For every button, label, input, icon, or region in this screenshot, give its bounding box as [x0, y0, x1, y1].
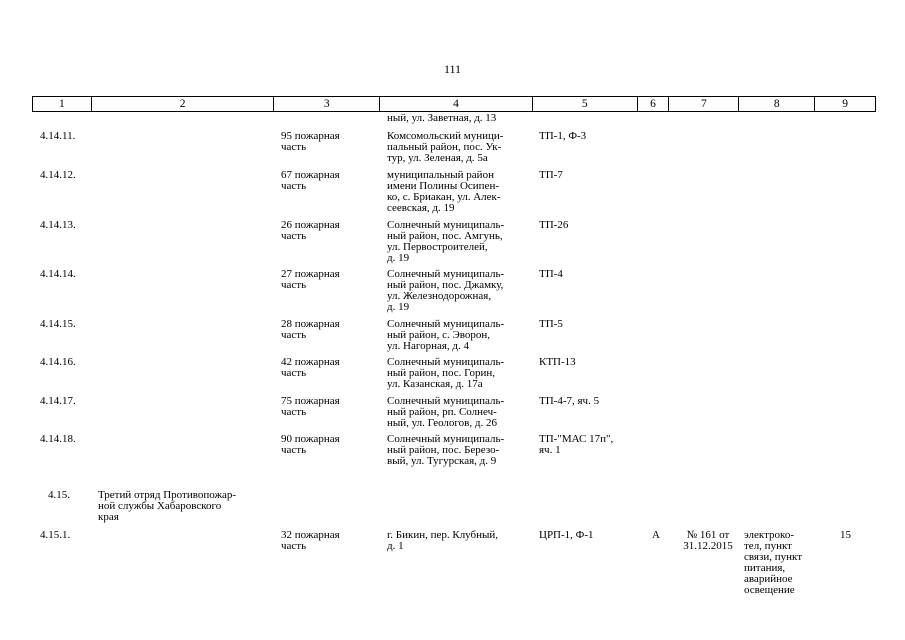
consumers: электроко- тел, пункт связи, пункт питания, аварийное освещение: [744, 529, 803, 596]
column-header: 9: [842, 98, 848, 110]
power-source: ТП-7: [539, 169, 563, 181]
row-number: 4.14.13.: [40, 219, 76, 231]
column-header: 6: [638, 97, 670, 111]
reliability-category: А: [652, 529, 660, 541]
document-reference: № 161 от 31.12.2015: [683, 529, 733, 552]
power-source: ТП-4: [539, 268, 563, 280]
power-source: ТП-1, Ф-3: [539, 130, 587, 142]
power-source: ТП-4-7, яч. 5: [539, 395, 600, 407]
fire-unit: 90 пожарная часть: [281, 433, 340, 456]
fire-unit: 26 пожарная часть: [281, 219, 340, 242]
fire-unit: 27 пожарная часть: [281, 268, 340, 291]
row-number: 4.14.14.: [40, 268, 76, 280]
power-source: ТП-5: [539, 318, 563, 330]
column-header: 1: [33, 97, 92, 111]
power-source: ЦРП-1, Ф-1: [539, 529, 594, 541]
power-value: 15: [840, 529, 851, 541]
fire-unit: 95 пожарная часть: [281, 130, 340, 153]
row-number: 4.14.15.: [40, 318, 76, 330]
address: муниципальный район имени Полины Осипен- ко, с. Бриакан, ул. Алек- сеевская, д. 19: [387, 169, 501, 214]
column-header: 2: [92, 97, 275, 111]
power-source: КТП-13: [539, 356, 576, 368]
row-number: 4.14.17.: [40, 395, 76, 407]
address: г. Бикин, пер. Клубный, д. 1: [387, 529, 499, 552]
column-header: 7: [669, 97, 739, 111]
section-title: Третий отряд Противопожар- ной службы Хабаровского края: [98, 489, 237, 523]
column-header: 5: [533, 97, 638, 111]
address: Солнечный муниципаль- ный район, пос. Горин, ул. Казанская, д. 17а: [387, 356, 505, 390]
address: Солнечный муниципаль- ный район, рп. Солнеч- ный, ул. Геологов, д. 26: [387, 395, 505, 429]
table-header-row: [32, 96, 876, 112]
section-number: 4.15.: [48, 489, 70, 501]
fire-unit: 42 пожарная часть: [281, 356, 340, 379]
address: Солнечный муниципаль- ный район, пос. Амгунь, ул. Первостроителей, д. 19: [387, 219, 505, 264]
fire-unit: 28 пожарная часть: [281, 318, 340, 341]
address: Солнечный муниципаль- ный район, пос. Березо- вый, ул. Тугурская, д. 9: [387, 433, 505, 467]
address: Солнечный муниципаль- ный район, пос. Джамку, ул. Железнодорожная, д. 19: [387, 268, 505, 313]
continued-address: ный, ул. Заветная, д. 13: [387, 112, 497, 124]
fire-unit: 32 пожарная часть: [281, 529, 340, 552]
row-number: 4.14.12.: [40, 169, 76, 181]
power-source: ТП-"МАС 17п", яч. 1: [539, 433, 614, 456]
address: Солнечный муниципаль- ный район, с. Эворон, ул. Нагорная, д. 4: [387, 318, 505, 352]
fire-unit: 75 пожарная часть: [281, 395, 340, 418]
row-number: 4.14.11.: [40, 130, 76, 142]
row-number: 4.14.18.: [40, 433, 76, 445]
column-header: 8: [739, 97, 815, 111]
fire-unit: 67 пожарная часть: [281, 169, 340, 192]
power-source: ТП-26: [539, 219, 569, 231]
column-header: 4: [380, 97, 533, 111]
page-number: 111: [443, 62, 462, 76]
row-number: 4.15.1.: [40, 529, 71, 541]
column-header: 3: [274, 97, 380, 111]
row-number: 4.14.16.: [40, 356, 76, 368]
address: Комсомольский муници- пальный район, пос. Ук- тур, ул. Зеленая, д. 5а: [387, 130, 504, 164]
